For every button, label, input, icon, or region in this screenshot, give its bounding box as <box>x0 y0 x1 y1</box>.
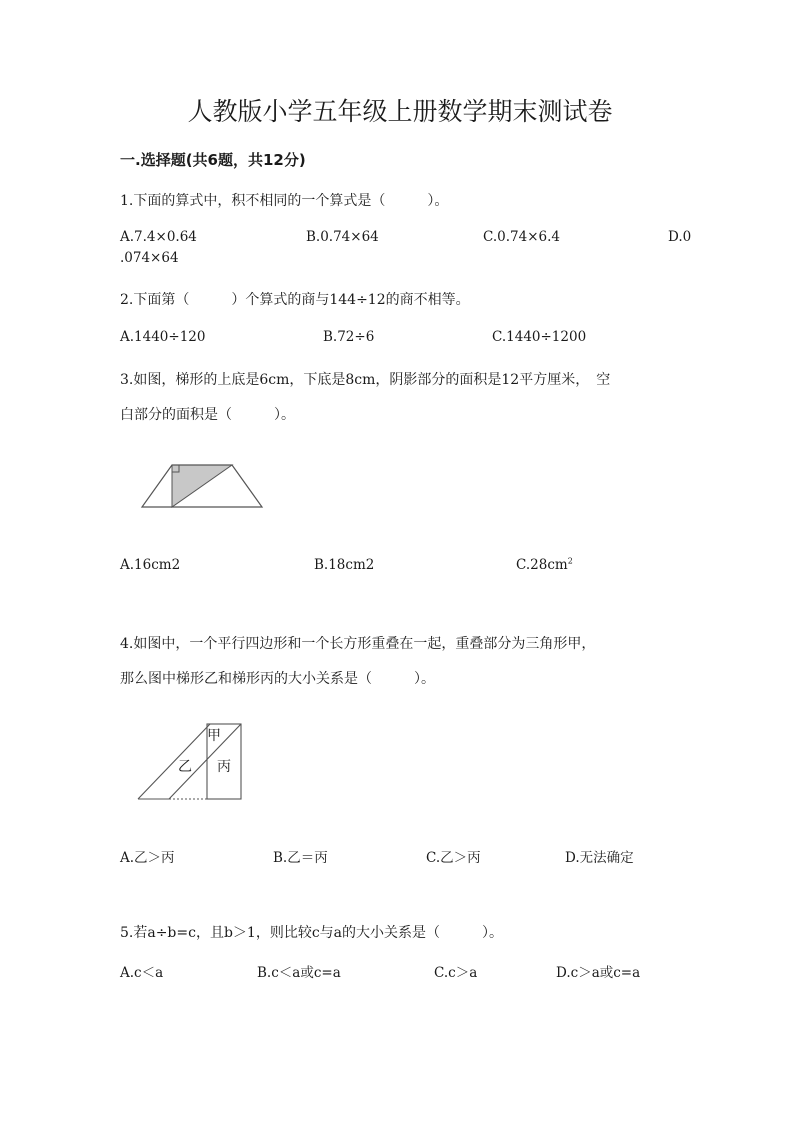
question-4-option-c[interactable]: C.乙＞丙 <box>426 850 481 866</box>
trapezoid-figure <box>140 462 266 510</box>
question-3-option-b[interactable]: B.18cm2 <box>314 557 375 573</box>
shaded-triangle <box>172 465 232 507</box>
question-3-option-a[interactable]: A.16cm2 <box>120 557 181 573</box>
parallelogram-rectangle-figure <box>136 723 248 801</box>
label-bing: 丙 <box>217 759 231 775</box>
question-1-option-a[interactable]: A.7.4×0.64 <box>120 229 197 245</box>
question-5-option-c[interactable]: C.c＞a <box>434 965 478 981</box>
page-title: 人教版小学五年级上册数学期末测试卷 <box>187 97 613 126</box>
question-3-stem-line-1: 3.如图，梯形的上底是6cm，下底是8cm，阴影部分的面积是12平方厘米， 空 <box>120 372 611 388</box>
question-2-option-b[interactable]: B.72÷6 <box>323 329 375 345</box>
section-heading: 一.选择题(共6题，共12分) <box>120 151 306 169</box>
question-2-stem: 2.下面第（ ）个算式的商与144÷12的商不相等。 <box>120 292 470 308</box>
label-jia: 甲 <box>207 728 221 744</box>
question-2-option-c[interactable]: C.1440÷1200 <box>492 329 587 345</box>
question-3-option-c[interactable] <box>516 557 573 573</box>
question-1-option-d-wrap: .074×64 <box>120 250 179 266</box>
question-3-option-c-superscript: 2 <box>567 556 573 566</box>
question-4-stem-line-2: 那么图中梯形乙和梯形丙的大小关系是（ ）。 <box>120 671 435 687</box>
question-3-option-c-text: C.28cm <box>516 557 568 573</box>
question-5-stem: 5.若a÷b=c，且b＞1，则比较c与a的大小关系是（ ）。 <box>120 925 504 941</box>
question-5-option-a[interactable]: A.c＜a <box>120 965 164 981</box>
question-4-option-b[interactable]: B.乙＝丙 <box>273 850 328 866</box>
question-1-stem: 1.下面的算式中，积不相同的一个算式是（ ）。 <box>120 193 449 209</box>
question-1-option-d[interactable]: D.0 <box>668 229 692 245</box>
parallelogram-left-side <box>138 724 210 799</box>
label-yi: 乙 <box>178 759 192 775</box>
question-2-option-a[interactable]: A.1440÷120 <box>120 329 206 345</box>
question-5-option-b[interactable]: B.c＜a或c=a <box>257 965 341 981</box>
question-4-option-a[interactable]: A.乙＞丙 <box>120 850 175 866</box>
question-5-option-d[interactable]: D.c＞a或c=a <box>556 965 641 981</box>
question-1-option-c[interactable]: C.0.74×6.4 <box>483 229 560 245</box>
question-1-option-b[interactable]: B.0.74×64 <box>306 229 379 245</box>
question-3-stem-line-2: 白部分的面积是（ ）。 <box>120 407 295 423</box>
question-4-stem-line-1: 4.如图中，一个平行四边形和一个长方形重叠在一起，重叠部分为三角形甲， <box>120 636 596 652</box>
question-4-option-d[interactable]: D.无法确定 <box>565 850 634 866</box>
